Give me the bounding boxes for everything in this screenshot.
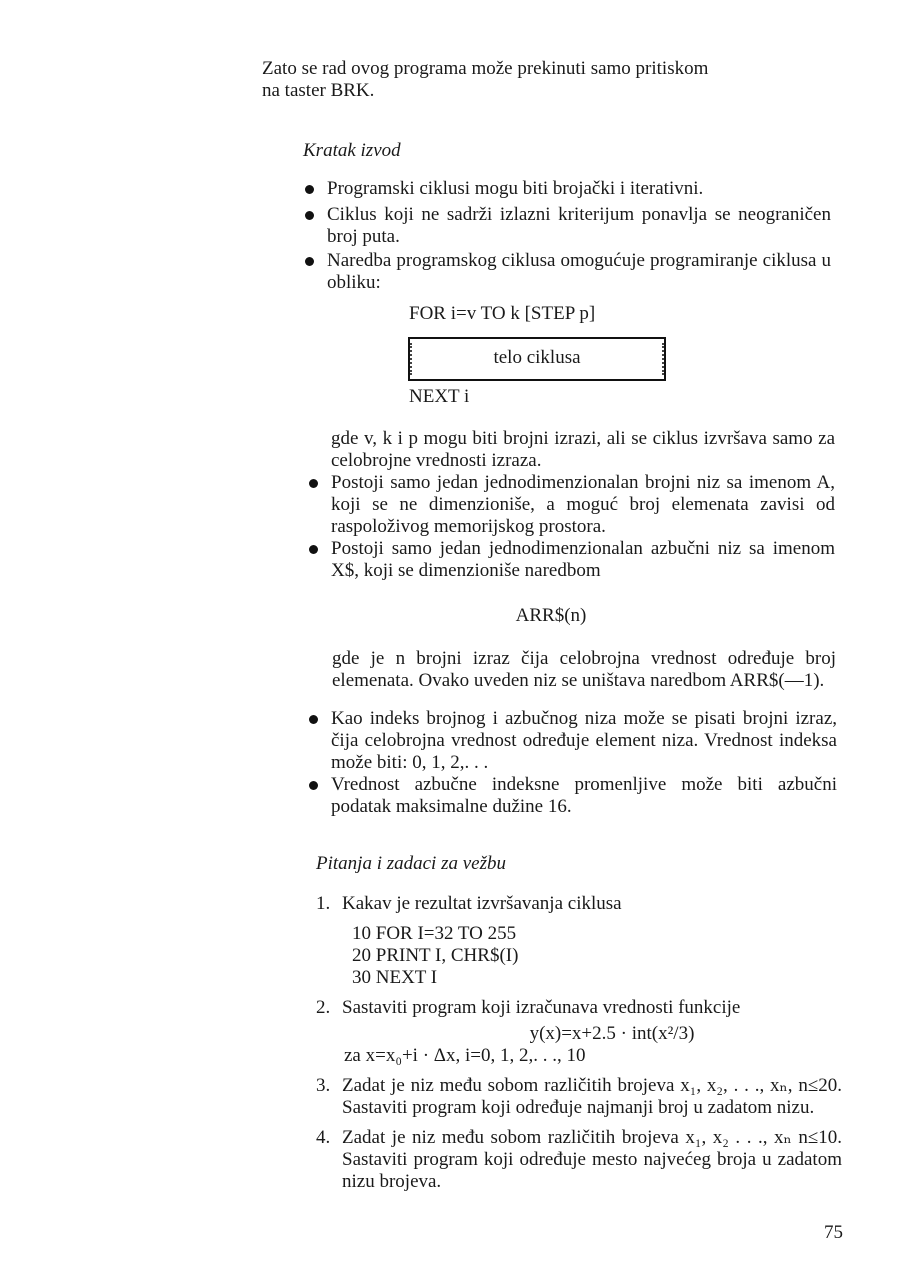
loop-body-label: telo ciklusa	[493, 347, 581, 368]
bullet-item: Naredba programskog ciklusa omogućuje programiranje ciklusa u obliku:	[305, 250, 831, 294]
summary-heading: Kratak izvod	[303, 140, 401, 161]
code-line: 20 PRINT I, CHR$(I)	[352, 945, 519, 966]
bullet-item: Ciklus koji ne sadrži izlazni kriterijum ponavlja se neograničen broj puta.	[305, 204, 831, 248]
bullet-item: Postoji samo jedan jednodimenzionalan brojni niz sa imenom A, koji se ne dimenzioniše, a moguć broj elemenata zavisi od raspoloživog memorijskog prostora.	[309, 472, 835, 538]
page-number: 75	[824, 1222, 843, 1243]
exercise-text: Kakav je rezultat izvršavanja ciklusa	[342, 893, 622, 914]
intro-paragraph	[262, 58, 832, 102]
bullet-dot-icon	[309, 545, 318, 554]
summary-bullets-bottom	[309, 708, 837, 818]
bullet-dot-icon	[305, 257, 314, 266]
exercise-text: Sastaviti program koji izračunava vrednosti funkcije	[342, 997, 741, 1018]
exercise-item	[316, 1075, 842, 1119]
intro-line-1: Zato se rad ovog programa može prekinuti samo pritiskom	[262, 58, 709, 79]
exercise-number: 1.	[316, 893, 331, 914]
exercise-text: Zadat je niz među sobom različitih brojeva x₁, x₂ . . ., xₙ n≤10. Sastaviti program koji određuje mesto najvećeg broja u zadatom nizu brojeva.	[342, 1127, 842, 1192]
function-formula: y(x)=x+2.5 · int(x²/3)	[529, 1023, 695, 1044]
bullet-dot-icon	[309, 479, 318, 488]
summary-bullets-top	[305, 178, 831, 294]
exercise-item	[316, 997, 842, 1067]
exercise-text: Zadat je niz među sobom različitih brojeva x₁, x₂, . . ., xₙ, n≤20. Sastaviti program koji određuje najmanji broj u zadatom nizu.	[342, 1075, 842, 1118]
intro-line-2: na taster BRK.	[262, 80, 375, 101]
exercise-number: 2.	[316, 997, 331, 1018]
bullet-dot-icon	[309, 781, 318, 790]
exercise-number: 4.	[316, 1127, 331, 1148]
bullet-dot-icon	[305, 185, 314, 194]
exercise-item	[316, 893, 842, 989]
next-statement: NEXT i	[409, 386, 470, 407]
arr-explanation: gde je n brojni izraz čija celobrojna vrednost određuje broj elemenata. Ovako uveden niz se uništava naredbom ARR$(—1).	[332, 648, 836, 691]
loop-explanation: gde v, k i p mogu biti brojni izrazi, ali se ciklus izvršava samo za celobrojne vrednosti izraza.	[331, 428, 835, 471]
bullet-item: Postoji samo jedan jednodimenzionalan azbučni niz sa imenom X$, koji se dimenzioniše naredbom	[309, 538, 835, 582]
for-statement: FOR i=v TO k [STEP p]	[409, 303, 596, 324]
bullet-item: Vrednost azbučne indeksne promenljive može biti azbučni podatak maksimalne dužine 16.	[309, 774, 837, 818]
exercise-code	[352, 923, 842, 989]
bullet-dot-icon	[305, 211, 314, 220]
loop-body-box	[408, 337, 666, 381]
code-line: 30 NEXT I	[352, 967, 438, 988]
exercises-heading: Pitanja i zadaci za vežbu	[316, 853, 506, 874]
exercise-item	[316, 1127, 842, 1193]
exercises-list	[316, 893, 842, 1201]
summary-bullets-mid	[309, 472, 835, 582]
arr-statement: ARR$(n)	[515, 605, 587, 626]
formula-domain: za x=x₀+i · Δx, i=0, 1, 2,. . ., 10	[344, 1045, 586, 1066]
exercise-number: 3.	[316, 1075, 331, 1096]
bullet-item: Kao indeks brojnog i azbučnog niza može se pisati brojni izraz, čija celobrojna vrednost određuje element niza. Vrednost indeksa može biti: 0, 1, 2,. . .	[309, 708, 837, 774]
bullet-item: Programski ciklusi mogu biti brojački i iterativni.	[305, 178, 831, 200]
code-line: 10 FOR I=32 TO 255	[352, 923, 517, 944]
bullet-dot-icon	[309, 715, 318, 724]
